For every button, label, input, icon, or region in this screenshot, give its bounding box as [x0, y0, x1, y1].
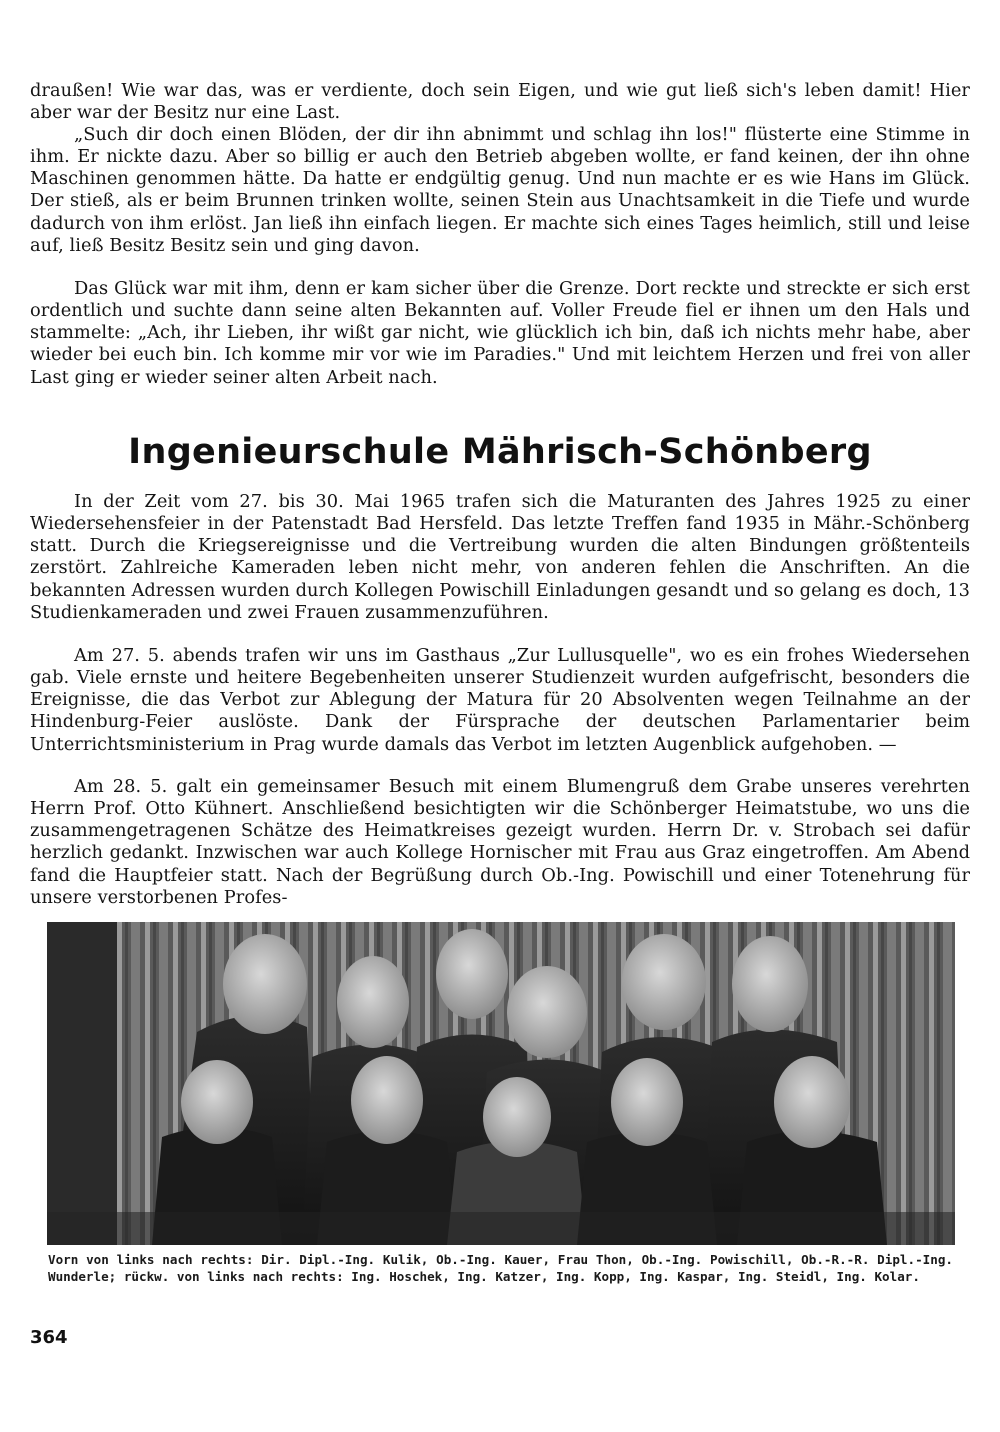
- article-paragraph-1: In der Zeit vom 27. bis 30. Mai 1965 trafen sich die Maturanten des Jahres 1925 zu einer Wiedersehensfeier in der Patenstadt Bad Hersfeld. Das letzte Treffen fand 1935 in Mähr.-Schönberg statt. Durch die Kriegsereignisse und die Vertreibung wurden die alten Bindungen größtenteils zerstört. Zahlreiche Kameraden leben nicht mehr, von anderen fehlen die Anschriften. An die bekannten Adressen wurden durch Kollegen Powischill Einladungen gesandt und so gelang es doch, 13 Studienkameraden und zwei Frauen zusammenzuführen.: [30, 491, 970, 623]
- article-paragraph-2: Am 27. 5. abends trafen wir uns im Gasthaus „Zur Lullusquelle", wo es ein frohes Wiedersehen gab. Viele ernste und heitere Begebenheiten unserer Studienzeit wurden aufgefrischt, besonders die Ereignisse, die das Verbot zur Ablegung der Matura für 20 Absolventen wegen Teilnahme an der Hindenburg-Feier auslöste. Dank der Fürsprache der deutschen Parlamentarier beim Unterrichtsministerium in Prag wurde damals das Verbot im letzten Augenblick aufgehoben. —: [30, 645, 970, 755]
- story-paragraph-1: draußen! Wie war das, was er verdiente, doch sein Eigen, und wie gut ließ sich's leben damit! Hier aber war der Besitz nur eine Last.: [30, 80, 970, 124]
- story-paragraph-3: Das Glück war mit ihm, denn er kam sicher über die Grenze. Dort reckte und streckte er sich erst ordentlich und suchte dann seine alten Bekannten auf. Voller Freude fiel er ihnen um den Hals und stammelte: „Ach, ihr Lieben, ihr wißt gar nicht, wie glücklich ich bin, daß ich nichts mehr habe, aber wieder bei euch bin. Ich komme mir vor wie im Paradies." Und mit leichtem Herzen und frei von aller Last ging er wieder seiner alten Arbeit nach.: [30, 278, 970, 388]
- group-photo: [47, 922, 955, 1245]
- article-title: Ingenieurschule Mährisch-Schönberg: [128, 432, 872, 472]
- article-paragraph-3: Am 28. 5. galt ein gemeinsamer Besuch mit einem Blumengruß dem Grabe unseres verehrten Herrn Prof. Otto Kühnert. Anschließend besichtigten wir die Schönberger Heimatstube, wo uns die zusammengetragenen Schätze des Heimatkreises gezeigt wurden. Herrn Dr. v. Strobach sei dafür herzlich gedankt. Inzwischen war auch Kollege Hornischer mit Frau aus Graz eingetroffen. Am Abend fand die Hauptfeier statt. Nach der Begrüßung durch Ob.-Ing. Powischill und einer Totenehrung für unsere verstorbenen Profes-: [30, 776, 970, 908]
- page-number: 364: [30, 1327, 68, 1348]
- group-photo-image: [47, 922, 955, 1245]
- story-paragraph-2: „Such dir doch einen Blöden, der dir ihn abnimmt und schlag ihn los!" flüsterte eine Stimme in ihm. Er nickte dazu. Aber so billig er auch den Betrieb abgeben wollte, er fand keinen, der ihn ohne Maschinen genommen hätte. Da hatte er endgültig genug. Und nun machte er es wie Hans im Glück. Der stieß, als er beim Brunnen trinken wollte, seinen Stein aus Unachtsamkeit in die Tiefe und wurde dadurch von ihm erlöst. Jan ließ ihn einfach liegen. Er machte sich eines Tages heimlich, still und leise auf, ließ Besitz Besitz sein und ging davon.: [30, 124, 970, 256]
- photo-caption: Vorn von links nach rechts: Dir. Dipl.-Ing. Kulik, Ob.-Ing. Kauer, Frau Thon, Ob.-Ing. Powischill, Ob.-R.-R. Dipl.-Ing. Wunderle; rückw. von links nach rechts: Ing. Hoschek, Ing. Katzer, Ing. Kopp, Ing. Kaspar, Ing. Steidl, Ing. Kolar.: [48, 1252, 953, 1284]
